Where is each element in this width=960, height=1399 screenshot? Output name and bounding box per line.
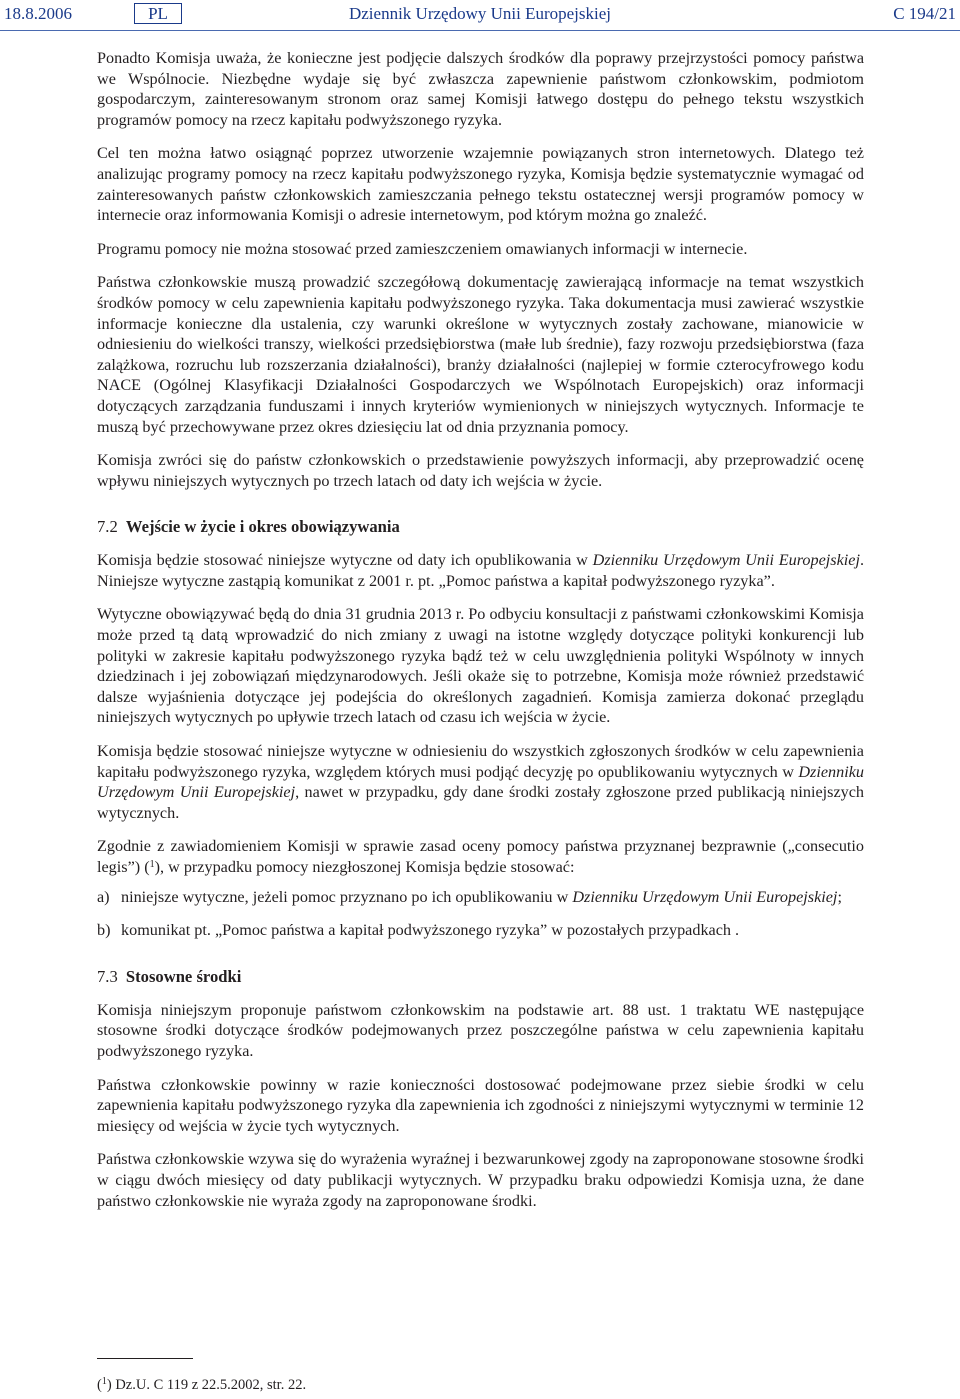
paragraph: Komisja będzie stosować niniejsze wytyczne w odniesieniu do wszystkich zgłoszonych środków w celu zapewnienia kapitału podwyższonego ryzyka, względem których musi podjąć decyzję po opublikowaniu wytycznych w Dzienniku Urzędowym Unii Europejskiej, nawet w przypadku, gdy dane środki zostały zgłoszone przed publikacją niniejszych wytycznych. bbox=[97, 742, 865, 822]
list-marker: a) bbox=[97, 887, 110, 906]
section-number: 7.3 bbox=[97, 966, 118, 986]
publication-date: 18.8.2006 bbox=[4, 4, 72, 23]
paragraph: Państwa członkowskie powinny w razie konieczności dostosować podejmowane przez siebie środki w celu zapewnienia kapitału podwyższonego ryzyka dla zapewnienia ich zgodności z niniejszymi wytycznymi w terminie 12 miesięcy od wejścia w życie tych wytycznych. bbox=[97, 1075, 864, 1135]
section-title: Stosowne środki bbox=[125, 966, 242, 986]
section-heading-7-2 bbox=[97, 516, 864, 538]
footnote: ($^1$) Dz.U. C 119 z 22.5.2002, str. 22. bbox=[97, 1376, 307, 1393]
paragraph: Państwa członkowskie muszą prowadzić szczegółową dokumentację zawierającą informacje na temat wszystkich środków pomocy w celu zapewnienia kapitału podwyższonego ryzyka. Taka dokumentacja musi zawierać wszystkie informacje konieczne dla ustalenia, czy warunki określone w wytycznych zostały zachowane, mianowicie w odniesieniu do wielkości transzy, wielkości przedsiębiorstwa (małe lub średnie), fazy rozwoju przedsiębiorstwa (faza zalążkowa, rozruchu lub rozszerzania działalności), branży działalności (najlepiej w formie czterocyfrowego kodu NACE (Ogólnej Klasyfikacji Działalności Gospodarczych we Wspólnotach Europejskich) oraz informacji dotyczących zarządzania funduszami i innych kryteriów wymienionych w niniejszych wytycznych. Informacje te muszą być przechowywane przez okres dziesięciu lat od dnia przyznania pomocy. bbox=[97, 273, 864, 436]
language-badge: PL bbox=[134, 3, 182, 24]
footnote-divider bbox=[97, 1358, 193, 1359]
list-marker: b) bbox=[97, 921, 111, 940]
paragraph: Komisja zwróci się do państw członkowskich o przedstawienie powyższych informacji, aby przeprowadzić ocenę wpływu niniejszych wytycznych po trzech latach od daty ich wejścia w życie. bbox=[97, 451, 864, 490]
paragraph: Ponadto Komisja uważa, że konieczne jest podjęcie dalszych środków dla poprawy przejrzystości pomocy państwa we Wspólnocie. Niezbędne wydaje się być zwłaszcza zapewnienie państwom członkowskim, podmiotom gospodarczym, zainteresowanym stronom oraz samej Komisji łatwego dostępu do pełnego tekstu wszystkich programów pomocy na rzecz kapitału podwyższonego ryzyka. bbox=[97, 49, 864, 129]
section-heading-7-3 bbox=[97, 966, 864, 988]
list-item: b) komunikat pt. „Pomoc państwa a kapitał podwyższonego ryzyka” w pozostałych przypadkach . bbox=[97, 921, 740, 940]
paragraph: Cel ten można łatwo osiągnąć poprzez utworzenie wzajemnie powiązanych stron internetowych. Dlatego też analizując programy pomocy na rzecz kapitału podwyższonego ryzyka, Komisja będzie systematycznie wymagać od zainteresowanych państw członkowskich zamieszczania pełnego tekstu ostatecznej wersji programów pomocy w internecie oraz informowania Komisji o adresie internetowym, pod którym można go znaleźć. bbox=[97, 144, 864, 225]
paragraph: Komisja niniejszym proponuje państwom członkowskim na podstawie art. 88 ust. 1 traktatu WE następujące stosowne środki dotyczące środków podejmowanych przez poszczególne państwa w celu zapewnienia kapitału podwyższonego ryzyka. bbox=[97, 1000, 864, 1060]
journal-title: Dziennik Urzędowy Unii Europejskiej bbox=[348, 4, 611, 23]
list-item: a) niniejsze wytyczne, jeżeli pomoc przyznano po ich opublikowaniu w Dzienniku Urzędowym Unii Europejskiej; bbox=[97, 887, 842, 906]
section-title: Wejście w życie i okres obowiązywania bbox=[125, 517, 400, 537]
section-number: 7.2 bbox=[97, 517, 118, 537]
header-divider bbox=[0, 30, 960, 31]
paragraph: Państwa członkowskie wzywa się do wyrażenia wyraźnej i bezwarunkowej zgody na zaproponowane stosowne środki w ciągu dwóch miesięcy od daty publikacji wytycznych. W przypadku braku odpowiedzi Komisja uzna, że dane państwo członkowskie nie wyraża zgody na zaproponowane środki. bbox=[97, 1150, 864, 1210]
main-text bbox=[97, 48, 864, 1224]
paragraph: Komisja będzie stosować niniejsze wytyczne od daty ich opublikowania w Dzienniku Urzędowym Unii Europejskiej. Niniejsze wytyczne zastąpią komunikat z 2001 r. pt. „Pomoc państwa a kapitał podwyższonego ryzyka”. bbox=[97, 551, 864, 590]
page-reference: C 194/21 bbox=[893, 4, 956, 23]
paragraph: Zgodnie z zawiadomieniem Komisji w sprawie zasad oceny pomocy państwa przyznanej bezprawnie („consecutio legis”) ($^1$), w przypadku pomocy niezgłoszonej Komisja będzie stosować: bbox=[97, 837, 864, 876]
footnote-reference: 1 bbox=[149, 859, 155, 870]
paragraph: Programu pomocy nie można stosować przed zamieszczeniem omawianych informacji w internecie. bbox=[97, 239, 748, 258]
footnote-mark: 1 bbox=[101, 1376, 107, 1387]
page-header bbox=[0, 0, 960, 32]
paragraph: Wytyczne obowiązywać będą do dnia 31 grudnia 2013 r. Po odbyciu konsultacji z państwami członkowskimi Komisja może przed tą datą wprowadzić do nich zmiany z uwagi na istotne względy dotyczące polityki konkurencji lub polityki w zakresie kapitału podwyższonego ryzyka bądź też w celu uwzględnienia polityki Wspólnoty w innych dziedzinach i jej zobowiązań międzynarodowych. Jeśli okaże się to potrzebne, Komisja może również przedstawić dalsze wyjaśnienia dotyczące jej podejścia do określonych zagadnień. Komisja zamierza dokonać przeglądu niniejszych wytycznych po upływie trzech latach od czasu ich wejścia w życie. bbox=[97, 605, 864, 727]
